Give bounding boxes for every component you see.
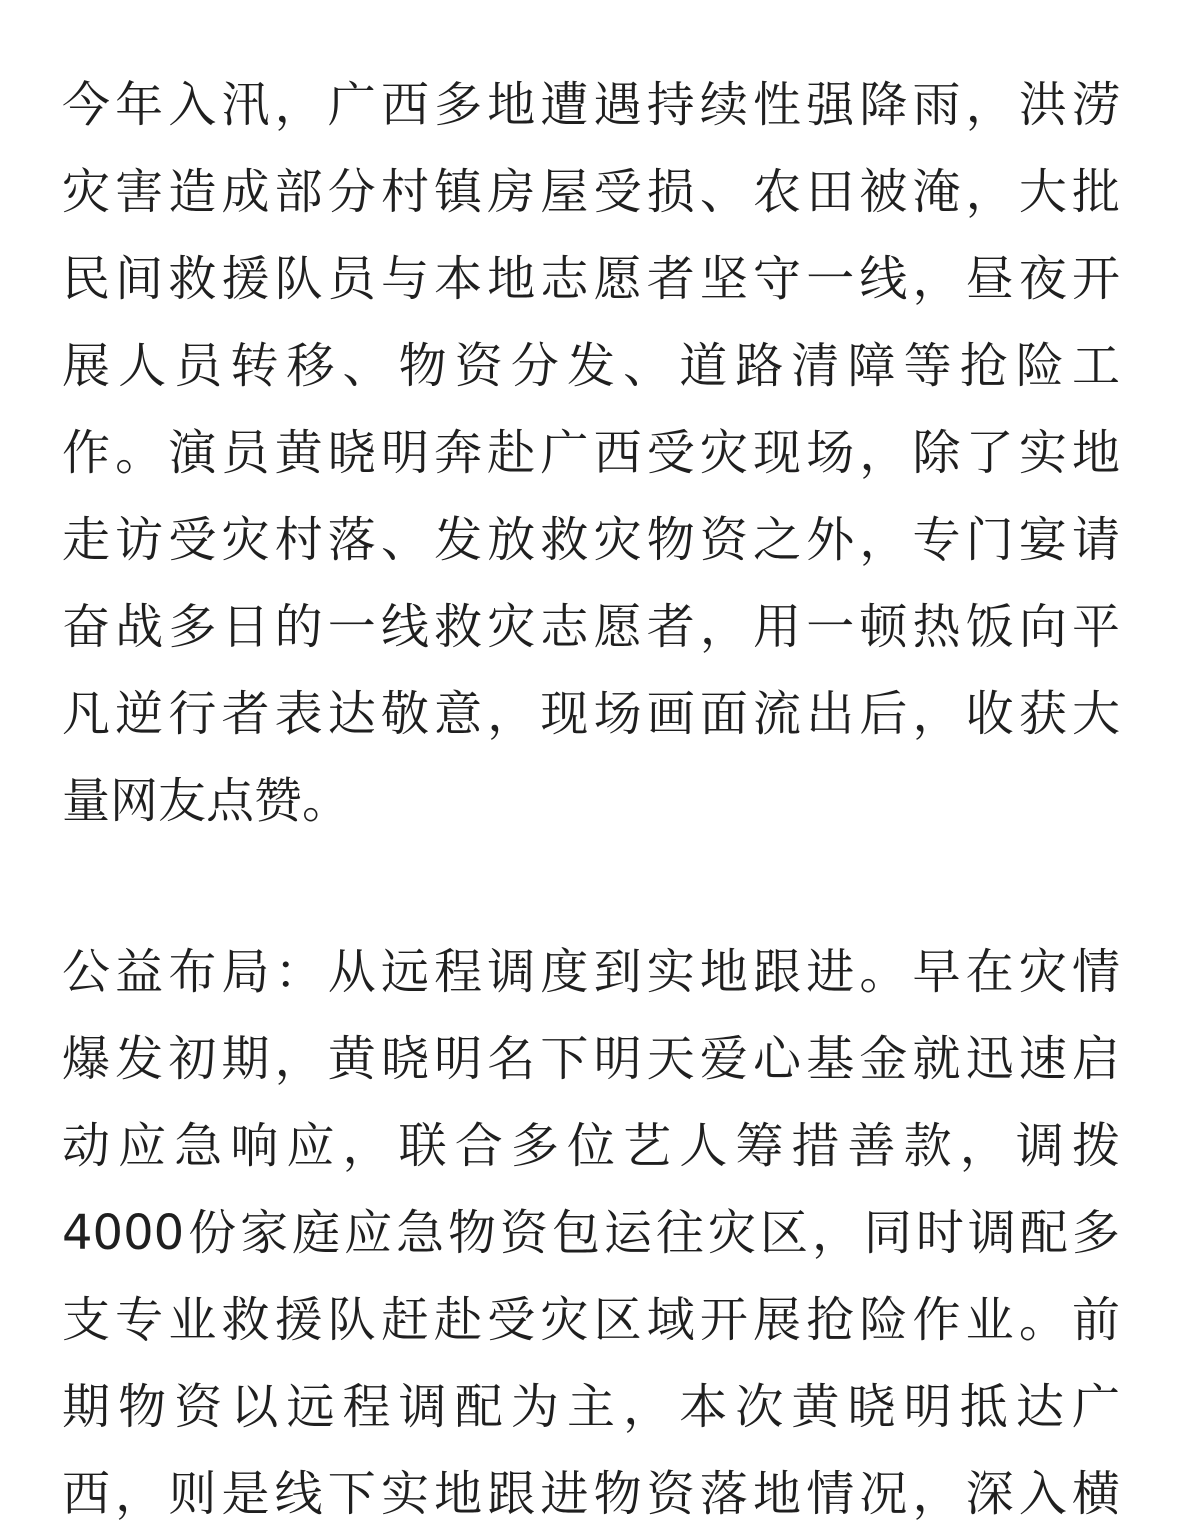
paragraph-spacer <box>62 845 1120 929</box>
text-line: 作 。 演 员 黄 晓 明 奔 赴 广 西 受 灾 现 场 ， 除 了 实 地 <box>62 425 1120 481</box>
text-line: 今 年 入 汛 ， 广 西 多 地 遭 遇 持 续 性 强 降 雨 ， 洪 涝 <box>62 77 1120 133</box>
text-line: 量网友点赞。 <box>62 773 351 829</box>
text-line: 灾 害 造 成 部 分 村 镇 房 屋 受 损 、 农 田 被 淹 ， 大 批 <box>62 164 1120 220</box>
text-line: 西 ， 则 是 线 下 实 地 跟 进 物 资 落 地 情 况 ， 深 入 横 <box>62 1466 1120 1522</box>
text-line: 公 益 布 局 ： 从 远 程 调 度 到 实 地 跟 进 。 早 在 灾 情 <box>62 944 1120 1000</box>
text-line: 动 应 急 响 应 ， 联 合 多 位 艺 人 筹 措 善 款 ， 调 拨 <box>62 1118 1120 1174</box>
paragraph-1 <box>62 62 1120 845</box>
text-line: 期 物 资 以 远 程 调 配 为 主 ， 本 次 黄 晓 明 抵 达 广 <box>62 1379 1120 1435</box>
article-body <box>62 62 1120 1538</box>
paragraph-2 <box>62 929 1120 1538</box>
text-line: 凡 逆 行 者 表 达 敬 意 ， 现 场 画 面 流 出 后 ， 收 获 大 <box>62 686 1120 742</box>
text-line: 走 访 受 灾 村 落 、 发 放 救 灾 物 资 之 外 ， 专 门 宴 请 <box>62 512 1120 568</box>
text-line: 民 间 救 援 队 员 与 本 地 志 愿 者 坚 守 一 线 ， 昼 夜 开 <box>62 251 1120 307</box>
text-line: 支 专 业 救 援 队 赶 赴 受 灾 区 域 开 展 抢 险 作 业 。 前 <box>62 1292 1120 1348</box>
text-line: 爆 发 初 期 ， 黄 晓 明 名 下 明 天 爱 心 基 金 就 迅 速 启 <box>62 1031 1120 1087</box>
text-line: 奋 战 多 日 的 一 线 救 灾 志 愿 者 ， 用 一 顿 热 饭 向 平 <box>62 599 1120 655</box>
text-line: 展 人 员 转 移 、 物 资 分 发 、 道 路 清 障 等 抢 险 工 <box>62 338 1120 394</box>
text-line: 4000 份 家 庭 应 急 物 资 包 运 往 灾 区 ， 同 时 调 配 多 <box>62 1205 1120 1261</box>
